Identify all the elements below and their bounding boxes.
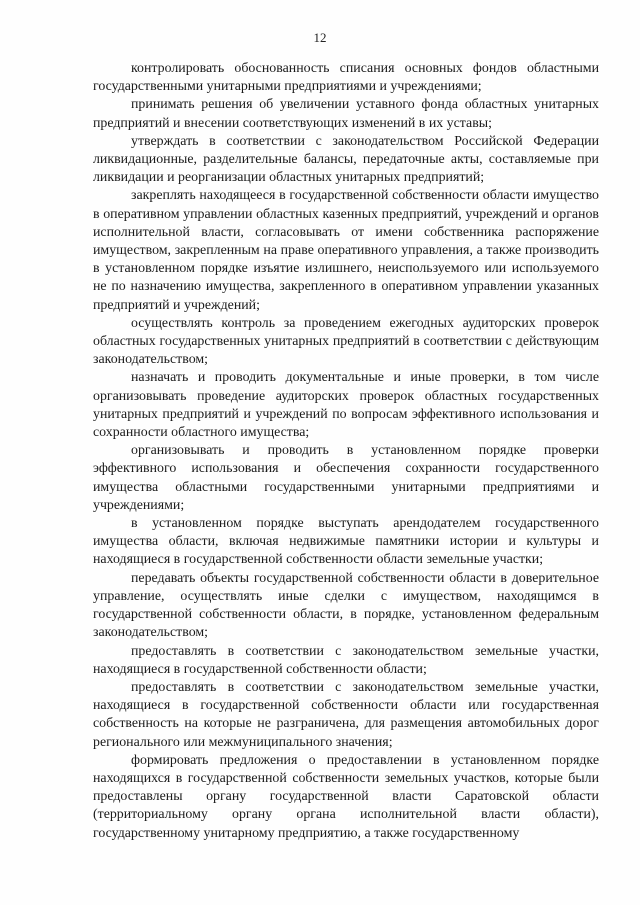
paragraph: в установленном порядке выступать арендодателем государственного имущества области, включая недвижимые памятники истории и культуры и находящиеся в государственной собственности области земельные участки; xyxy=(93,516,599,568)
paragraph: утверждать в соответствии с законодательством Российской Федерации ликвидационные, разделительные балансы, передаточные акты, составляемые при ликвидации и реорганизации областных унитарных предприятий; xyxy=(93,133,599,186)
paragraph: закреплять находящееся в государственной собственности области имущество в оперативном управлении областных казенных предприятий, учреждений и органов исполнительной власти, согласовывать от имени собственника распоряжение имуществом, закрепленным на праве оперативного управления, а также производить в установленном порядке изъятие излишнего, неиспользуемого или используемого не по назначению имущества, закрепленного в оперативном управлении указанных предприятий и учреждений; xyxy=(93,188,599,313)
paragraph: осуществлять контроль за проведением ежегодных аудиторских проверок областных государственных унитарных предприятий в соответствии с действующим законодательством; xyxy=(93,315,599,368)
paragraph: назначать и проводить документальные и иные проверки, в том числе организовывать проведение аудиторских проверок областных государственных унитарных предприятий и учреждений по вопросам эффективного использования и сохранности областного имущества; xyxy=(93,370,599,441)
document-body xyxy=(93,60,599,843)
paragraph: формировать предложения о предоставлении в установленном порядке находящихся в государственной собственности земельных участков, которые были предоставлены органу государственной власти Саратовской области (территориальному органу органа исполнительной власти области), государственному унитарному предприятию, а также государственному xyxy=(93,752,599,841)
paragraph: принимать решения об увеличении уставного фонда областных унитарных предприятий и внесении соответствующих изменений в их уставы; xyxy=(93,97,599,131)
paragraph: организовывать и проводить в установленном порядке проверки эффективного использования и обеспечения сохранности государственного имущества областными государственными унитарными предприятиями и учреждениями; xyxy=(93,443,599,513)
paragraph: предоставлять в соответствии с законодательством земельные участки, находящиеся в государственной собственности области или государственная собственность на которые не разграничена, для размещения автомобильных дорог регионального или межмуниципального значения; xyxy=(93,679,599,750)
paragraph: контролировать обоснованность списания основных фондов областными государственными унитарными предприятиями и учреждениями; xyxy=(93,61,599,95)
page-number: 12 xyxy=(313,30,327,45)
paragraph: передавать объекты государственной собственности области в доверительное управление, осуществлять иные сделки с имуществом, находящимся в государственной собственности области, в порядке, установленном федеральным законодательством; xyxy=(93,570,599,641)
paragraph: предоставлять в соответствии с законодательством земельные участки, находящиеся в государственной собственности области; xyxy=(93,643,599,677)
